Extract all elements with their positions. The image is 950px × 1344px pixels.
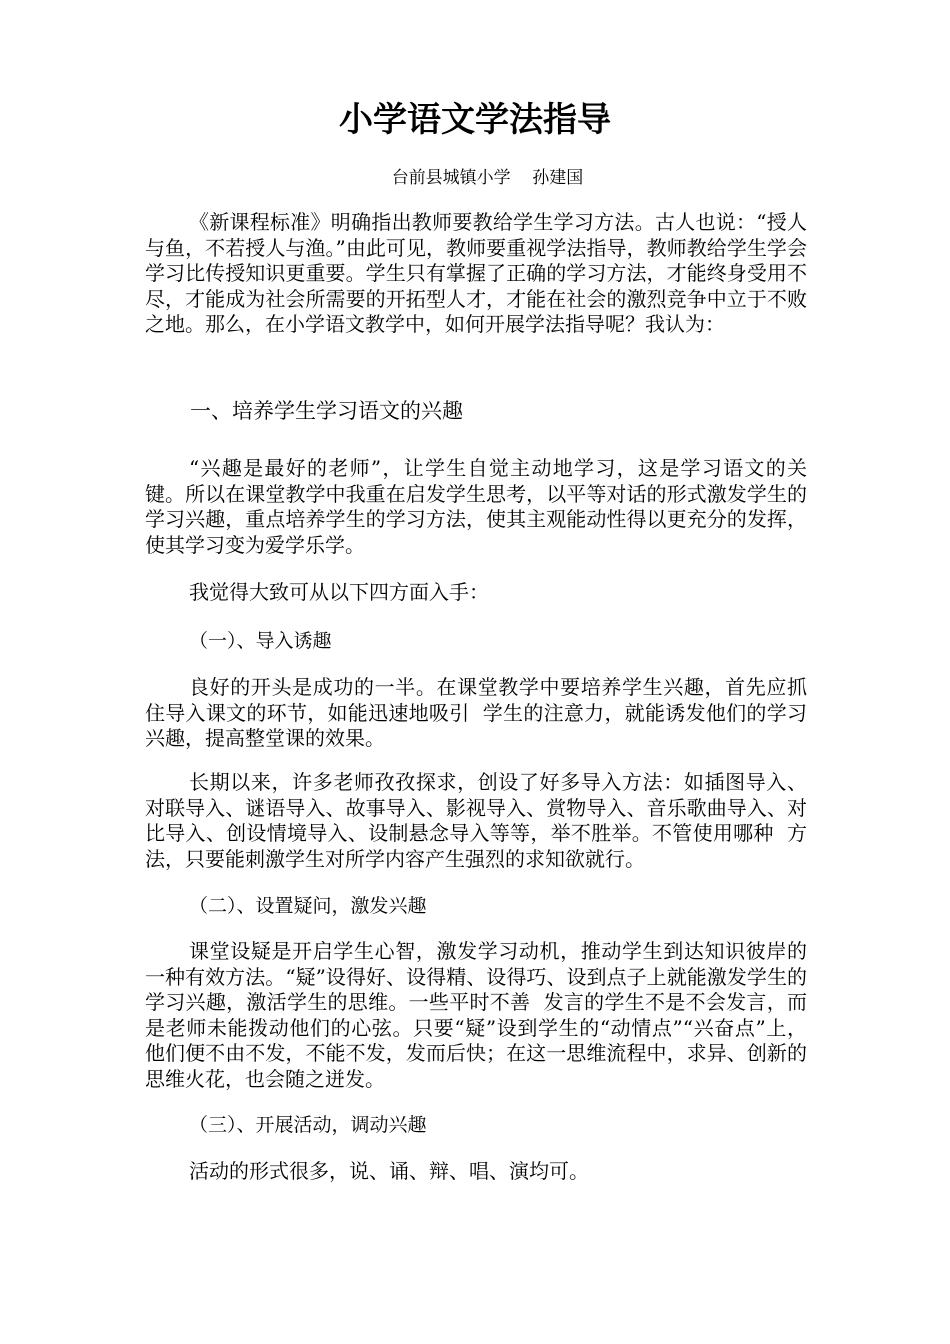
sub2-paragraph-1: 课堂设疑是开启学生心智，激发学习动机，推动学生到达知识彼岸的一种有效方法。“疑”设得好、设得精、设得巧、设到点子上就能激发学生的学习兴趣，激活学生的思维。一些平时不善 发言的学生不是不会发言，而是老师未能拨动他们的心弦。只要“疑”设到学生的“动情点”“兴奋点”上， 他们便不由不发，不能不发，发而后快；在这一思维流程中，求异、创新的思维火花，也会随之迸发。 bbox=[145, 939, 820, 1091]
author-line: 台前县城镇小学 孙建国 bbox=[391, 168, 584, 188]
subheading-1: （一）、导入诱趣 bbox=[189, 630, 332, 652]
section1-paragraph-1: “兴趣是最好的老师”，让学生自觉主动地学习，这是学习语文的关键。所以在课堂教学中我重在启发学生思考，以平等对话的形式激发学生的学习兴趣，重点培养学生的学习方法，使其主观能动性得以更充分的发挥，使其学习变为爱学乐学。 bbox=[145, 456, 807, 557]
sub1-paragraph-1: 良好的开头是成功的一半。在课堂教学中要培养学生兴趣，首先应抓住导入课文的环节，如能迅速地吸引 学生的注意力，就能诱发他们的学习兴趣，提高整堂课的效果。 bbox=[145, 675, 807, 750]
intro-paragraph: 《新课程标准》明确指出教师要教给学生学习方法。古人也说：“授人与鱼，不若授人与渔。”由此可见，教师要重视学法指导，教师教给学生学会学习比传授知识更重要。学生只有掌握了正确的学习方法，才能终身受用不尽，才能成为社会所需要的开拓型人才，才能在社会的激烈竞争中立于不败之地。那么，在小学语文教学中，如何开展学法指导呢？我认为： bbox=[145, 210, 807, 336]
subheading-2: （二）、设置疑问，激发兴趣 bbox=[189, 895, 427, 917]
subheading-3: （三）、开展活动，调动兴趣 bbox=[189, 1114, 427, 1136]
section1-paragraph-2: 我觉得大致可从以下四方面入手： bbox=[189, 580, 489, 604]
document-title: 小学语文学法指导 bbox=[339, 100, 611, 140]
sub1-paragraph-2: 长期以来，许多老师孜孜探求，创设了好多导入方法：如插图导入、对联导入、谜语导入、故事导入、影视导入、赏物导入、音乐歌曲导入、对比导入、创设情境导入、设制悬念导入等等，举不胜举。不管使用哪种 方法，只要能刺激学生对所学内容产生强烈的求知欲就行。 bbox=[145, 770, 807, 871]
section-heading-1: 一、培养学生学习语文的兴趣 bbox=[190, 399, 463, 423]
sub3-paragraph-1: 活动的形式很多，说、诵、辩、唱、演均可。 bbox=[189, 1159, 589, 1183]
